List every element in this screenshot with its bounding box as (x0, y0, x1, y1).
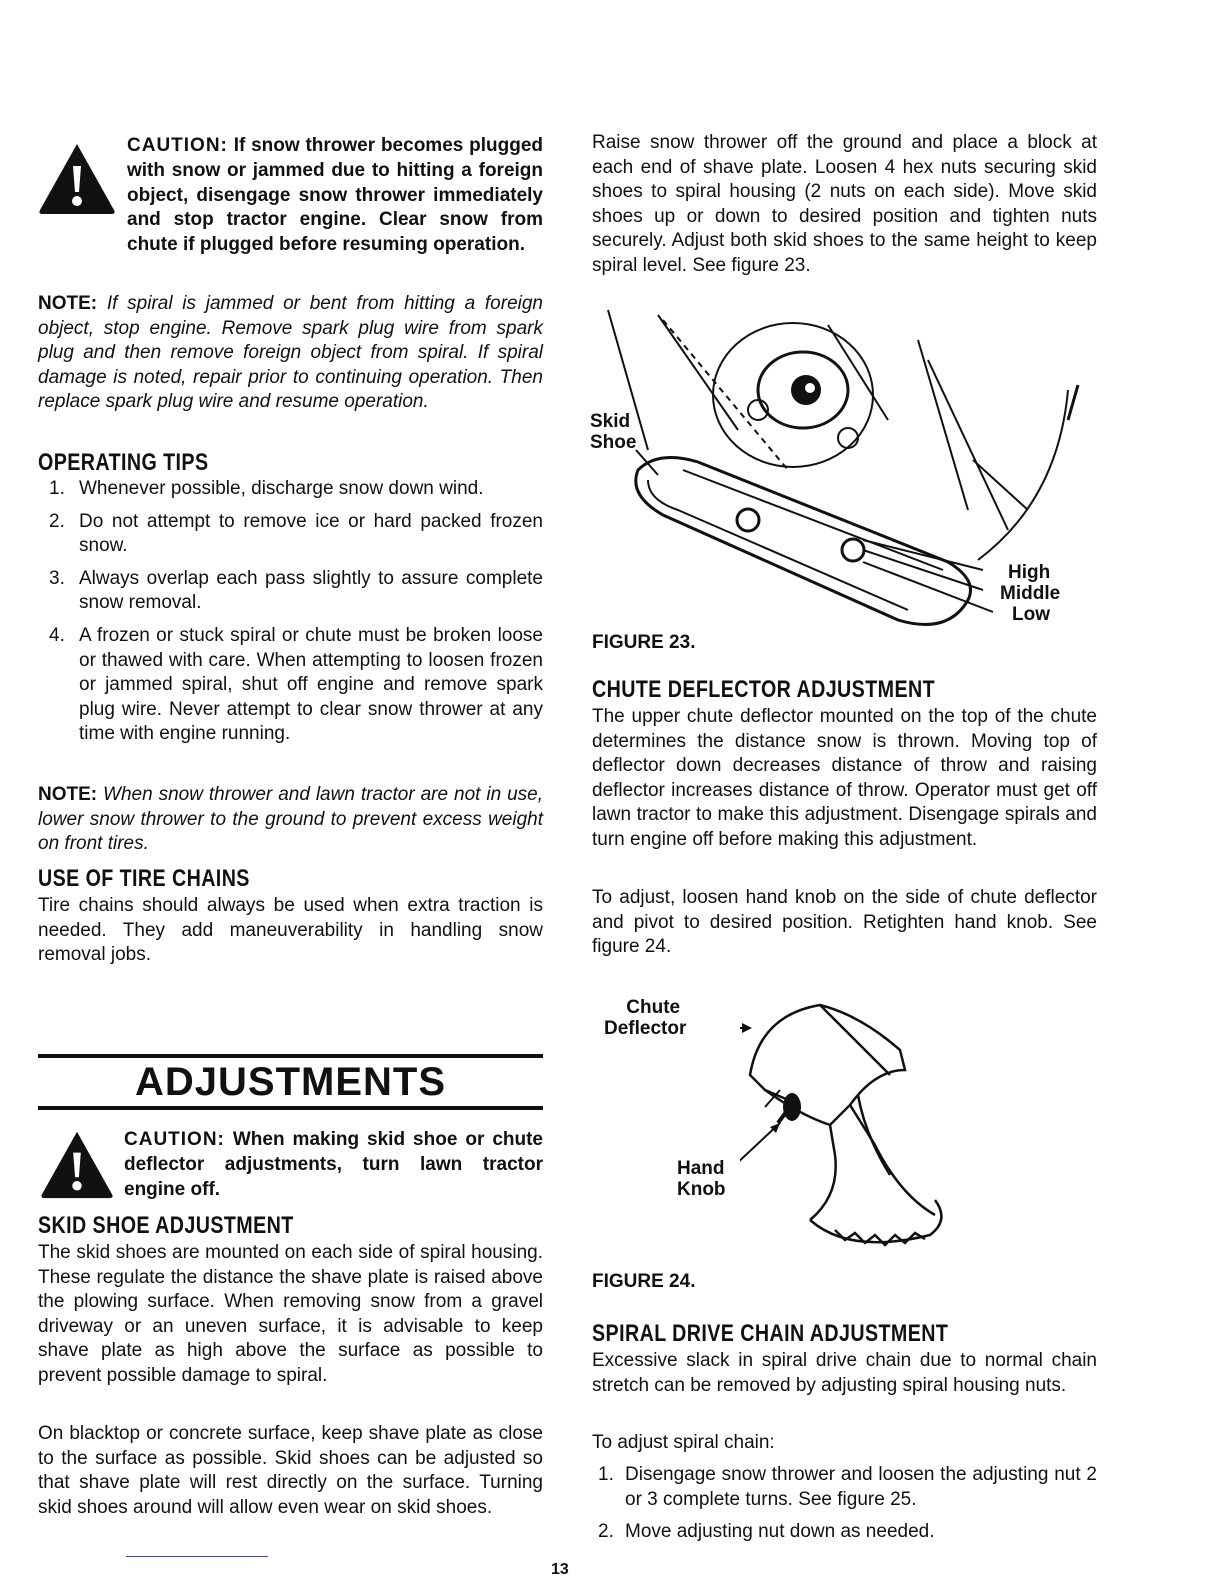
list-item: 1. Disengage snow thrower and loosen the adjusting nut 2 or 3 complete turns. See figure 25. (598, 1464, 1097, 1510)
spiral-steps-list (592, 1463, 1097, 1545)
caution-block-snow-plugged (38, 134, 543, 258)
callout-high: High (1008, 562, 1051, 583)
caution-label: CAUTION: (124, 1129, 225, 1150)
note-body: If spiral is jammed or bent from hitting a foreign object, stop engine. Remove spark plug wire from spark plug and then remove foreign object from spiral. If spiral damage is noted, repair prior to continuing operation. Then replace spark plug wire and resume operation. (38, 293, 543, 413)
skid-shoe-paragraph-1: The skid shoes are mounted on each side of spiral housing. These regulate the distance the shave plate is raised above the plowing surface. When removing snow from a gravel driveway or an uneven surface, it is advisable to keep shave plate as high above the surface as possible to prevent possible damage to spiral. (38, 1242, 543, 1386)
page-number: 13 (551, 1561, 569, 1578)
caution-text (127, 134, 543, 258)
figure-23-caption: FIGURE 23. (592, 632, 696, 653)
caution-label: CAUTION: (127, 135, 228, 156)
warning-triangle-icon (38, 140, 116, 216)
note-spiral-jammed (38, 292, 543, 415)
list-item: 2. Move adjusting nut down as needed. (598, 1521, 935, 1543)
operating-tips-heading: OPERATING TIPS (38, 449, 209, 476)
callout-hand-knob: Hand Knob (677, 1158, 726, 1200)
note-lower-thrower (38, 783, 543, 857)
tire-chains-text: Tire chains should always be used when extra traction is needed. They add maneuverability in handling snow removal jobs. (38, 895, 543, 966)
adjustments-title: ADJUSTMENTS (134, 1060, 447, 1104)
tire-chains-heading: USE OF TIRE CHAINS (38, 865, 250, 892)
list-item: 2. Do not attempt to remove ice or hard packed frozen snow. (49, 510, 543, 557)
warning-triangle-icon (38, 1128, 116, 1200)
chute-deflector-paragraph-1: The upper chute deflector mounted on the top of the chute determines the distance snow is thrown. Moving top of deflector down decreases distance of throw and raising deflector increases distance of throw. Operator must get off lawn tractor to make this adjustment. Disengage spirals and turn engine off before making this adjustment. (592, 706, 1097, 850)
chute-deflector-heading: CHUTE DEFLECTOR ADJUSTMENT (592, 676, 936, 703)
footer-rule (126, 1556, 268, 1557)
note-body: When snow thrower and lawn tractor are not in use, lower snow thrower to the ground to prevent excess weight on front tires. (38, 784, 543, 855)
caution-body: When making skid shoe or chute deflector adjustments, turn lawn tractor engine off. (124, 1129, 544, 1200)
caution-body: If snow thrower becomes plugged with snow or jammed due to hitting a foreign object, disengage snow thrower immediately and stop tractor engine. Clear snow from chute if plugged before resuming operation. (127, 135, 544, 256)
spiral-drive-chain-heading: SPIRAL DRIVE CHAIN ADJUSTMENT (592, 1320, 949, 1347)
list-item: 3. Always overlap each pass slightly to assure complete snow removal. (49, 567, 543, 614)
callout-skid-shoe: Skid Shoe (590, 411, 637, 453)
callout-middle: Middle (1000, 583, 1061, 604)
skid-shoe-paragraph-2: On blacktop or concrete surface, keep shave plate as close to the surface as possible. Skid shoes can be adjusted so that shave plate will rest directly on the surface. Turning skid shoes around will allow even wear on skid shoes. (38, 1423, 543, 1518)
callout-low: Low (1012, 604, 1050, 625)
title-rule-top (38, 1054, 543, 1058)
spiral-paragraph-1: Excessive slack in spiral drive chain due to normal chain stretch can be removed by adjusting spiral housing nuts. (592, 1350, 1097, 1396)
list-item: 1. Whenever possible, discharge snow down wind. (49, 478, 484, 499)
skid-shoe-paragraph-3: Raise snow thrower off the ground and place a block at each end of shave plate. Loosen 4 hex nuts securing skid shoes to spiral housing (2 nuts on each side). Move skid shoes up or down to desired position and tighten nuts securely. Adjust both skid shoes to the same height to keep spiral level. See figure 23. (592, 132, 1097, 276)
caution-block-engine-off (38, 1128, 543, 1202)
spiral-paragraph-2: To adjust spiral chain: (592, 1432, 775, 1453)
operating-tips-list (38, 477, 543, 747)
caution-text (124, 1128, 543, 1202)
callout-chute-deflector: Chute Deflector (604, 997, 687, 1039)
title-rule-bottom (38, 1106, 543, 1110)
figure-24-caption: FIGURE 24. (592, 1271, 696, 1292)
note-label: NOTE: (38, 784, 98, 805)
skid-shoe-heading: SKID SHOE ADJUSTMENT (38, 1212, 294, 1239)
figure-24-chute-illustration (740, 995, 960, 1255)
list-item: 4. A frozen or stuck spiral or chute must be broken loose or thawed with care. When attempting to loosen frozen or jammed spiral, shut off engine and remove spark plug wire. Never attempt to clear snow thrower at any time with engine running. (49, 624, 543, 745)
note-label: NOTE: (38, 293, 98, 314)
chute-deflector-paragraph-2: To adjust, loosen hand knob on the side of chute deflector and pivot to desired position. Retighten hand knob. See figure 24. (592, 887, 1097, 958)
